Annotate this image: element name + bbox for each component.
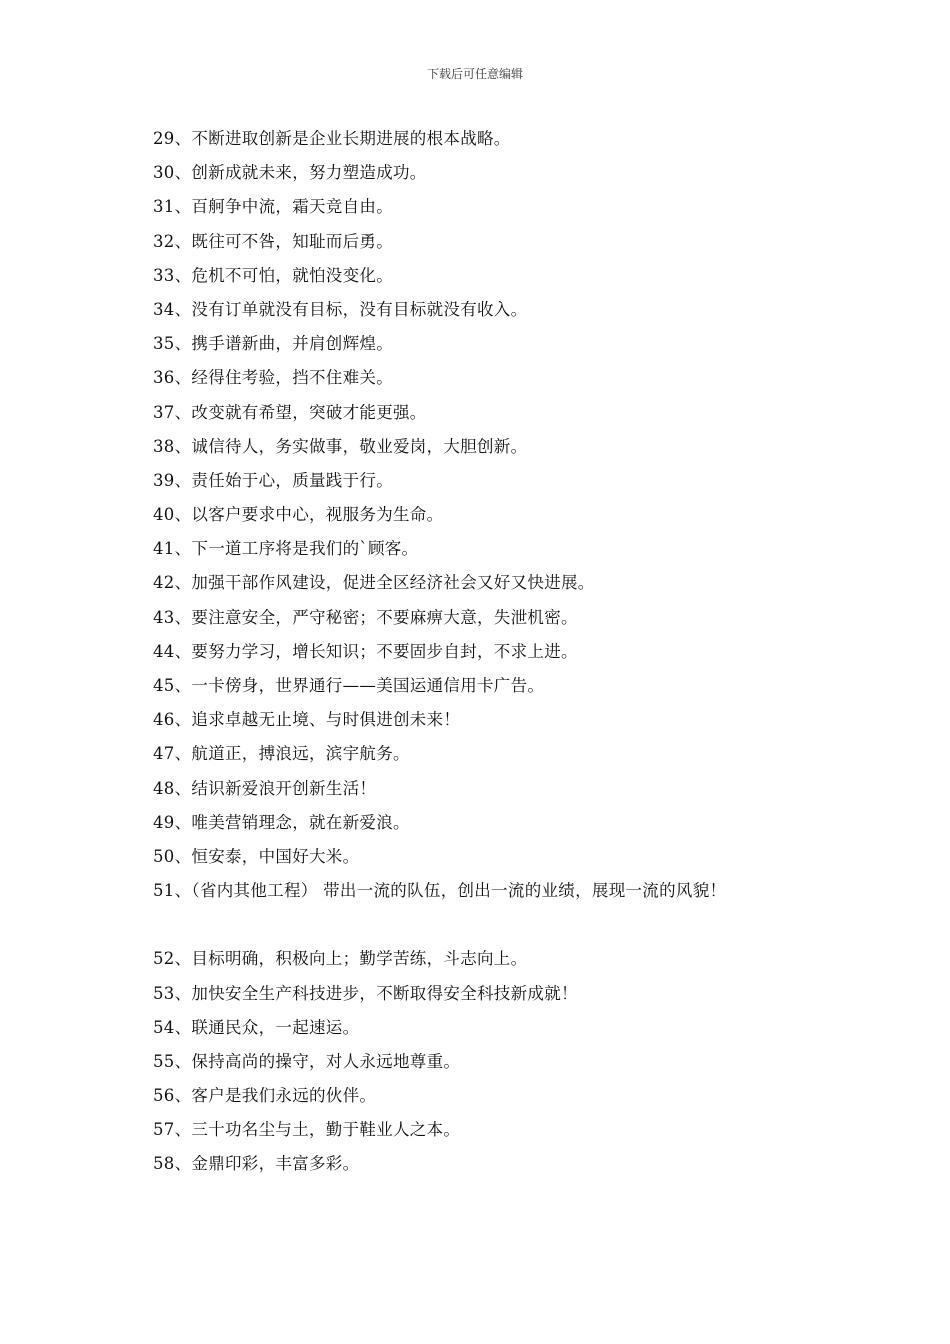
list-item: 57、三十功名尘与土，勤于鞋业人之本。 xyxy=(153,1120,461,1140)
list-item: 52、目标明确，积极向上；勤学苦练，斗志向上。 xyxy=(153,949,528,969)
list-item: 47、航道正，搏浪远，滨宇航务。 xyxy=(153,744,410,764)
list-item: 54、联通民众，一起速运。 xyxy=(153,1017,360,1037)
list-item: 39、责任始于心，质量践于行。 xyxy=(153,470,393,490)
list-item: 37、改变就有希望，突破才能更强。 xyxy=(153,402,427,422)
list-item: 42、加强干部作风建设，促进全区经济社会又好又快进展。 xyxy=(153,573,595,593)
list-item: 29、不断进取创新是企业长期进展的根本战略。 xyxy=(153,129,511,148)
list-item: 44、要努力学习，增长知识；不要固步自封，不求上进。 xyxy=(153,641,578,661)
list-item: 48、结识新爱浪开创新生活！ xyxy=(153,778,377,798)
list-item: 56、客户是我们永远的伙伴。 xyxy=(153,1086,377,1106)
list-item: 34、没有订单就没有目标，没有目标就没有收入。 xyxy=(153,299,528,319)
list-item: 35、携手谱新曲，并肩创辉煌。 xyxy=(153,334,393,354)
list-item: 51、（省内其他工程） 带出一流的队伍，创出一流的业绩，展现一流的风貌！ xyxy=(153,881,727,901)
list-item: 50、恒安泰，中国好大米。 xyxy=(153,846,360,866)
list-item: 31、百舸争中流，霜天竞自由。 xyxy=(153,197,393,217)
list-item: 53、加快安全生产科技进步，不断取得安全科技新成就！ xyxy=(153,983,578,1003)
list-item: 43、要注意安全，严守秘密；不要麻痹大意，失泄机密。 xyxy=(153,607,578,627)
list-item: 32、既往可不咎，知耻而后勇。 xyxy=(153,231,393,251)
list-item: 46、追求卓越无止境、与时俱进创未来！ xyxy=(153,710,461,730)
paragraph-gap xyxy=(153,908,933,942)
list-item: 40、以客户要求中心，视服务为生命。 xyxy=(153,505,444,525)
slogan-list xyxy=(153,122,933,1182)
list-item: 38、诚信待人，务实做事，敬业爱岗，大胆创新。 xyxy=(153,436,528,456)
list-item: 58、金鼎印彩，丰富多彩。 xyxy=(153,1154,360,1174)
list-item: 30、创新成就未来，努力塑造成功。 xyxy=(153,163,427,183)
list-item: 55、保持高尚的操守，对人永远地尊重。 xyxy=(153,1051,461,1071)
list-item: 36、经得住考验，挡不住难关。 xyxy=(153,368,393,388)
page-header: 下载后可任意编辑 xyxy=(426,67,523,81)
list-item: 45、一卡傍身，世界通行——美国运通信用卡广告。 xyxy=(153,676,545,695)
list-item: 33、危机不可怕，就怕没变化。 xyxy=(153,265,393,285)
list-item: 41、下一道工序将是我们的`顾客。 xyxy=(153,539,419,559)
list-item: 49、唯美营销理念，就在新爱浪。 xyxy=(153,812,410,832)
